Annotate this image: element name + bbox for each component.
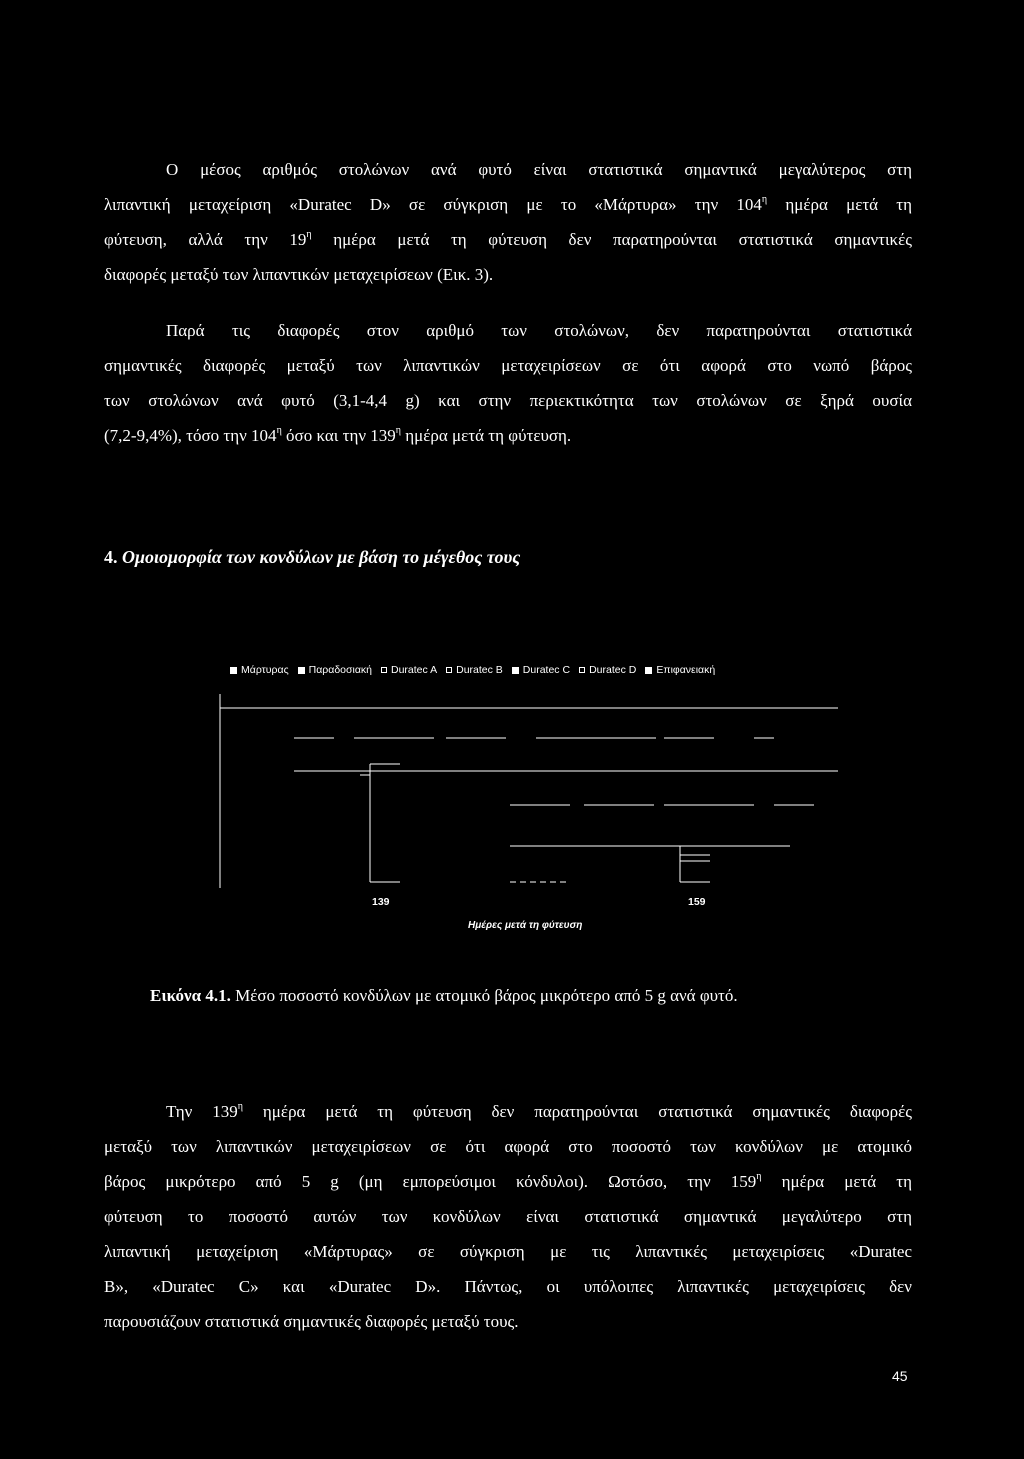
legend-item (579, 664, 636, 676)
paragraph-stolons-weight (104, 313, 912, 453)
legend-swatch (381, 667, 387, 673)
legend-item (446, 664, 503, 676)
chart-legend (230, 664, 715, 676)
legend-label: Duratec B (456, 664, 503, 676)
legend-label: Duratec A (391, 664, 438, 676)
text-line: βάρος μικρότερο από 5 g (μη εμπορεύσιμοι κόνδυλοι). Ωστόσο, την $159^\eta$ ημέρα μετά τη (104, 1171, 913, 1191)
legend-item (645, 664, 715, 676)
text-line: παρουσιάζουν στατιστικά σημαντικές διαφορές μεταξύ τους. (104, 1312, 519, 1331)
x-tick-label: 159 (688, 896, 706, 908)
legend-label: Παραδοσιακή (308, 664, 372, 676)
section-number: 4. (104, 547, 118, 567)
text-line: λιπαντική μεταχείριση «Μάρτυρας» σε σύγκριση με τις λιπαντικές μεταχειρίσεις «Duratec (104, 1242, 912, 1261)
chart-plot-area (210, 650, 850, 950)
caption-text: Μέσο ποσοστό κονδύλων με ατομικό βάρος μικρότερο από 5 g ανά φυτό. (230, 986, 738, 1005)
section-title: Ομοιομορφία των κονδύλων με βάση το μέγεθος τους (122, 547, 521, 567)
text-line: σημαντικές διαφορές μεταξύ των λιπαντικών μεταχειρίσεων σε ότι αφορά στο νωπό βάρος (104, 356, 912, 375)
text-line: B», «Duratec C» και «Duratec D». Πάντως, οι υπόλοιπες λιπαντικές μεταχειρίσεις δεν (104, 1277, 912, 1296)
legend-label: Duratec D (589, 664, 637, 676)
paragraph-tuber-results (104, 1094, 912, 1339)
legend-item (381, 664, 437, 676)
legend-item (230, 664, 289, 676)
caption-label: Εικόνα 4.1. (150, 986, 231, 1005)
text-line: μεταξύ των λιπαντικών μεταχειρίσεων σε ότι αφορά στο ποσοστό των κονδύλων με ατομικό (104, 1137, 912, 1156)
legend-swatch (298, 667, 305, 674)
legend-swatch (579, 667, 585, 673)
text-line: Την $139^\eta$ ημέρα μετά τη φύτευση δεν παρατηρούνται στατιστικά σημαντικές διαφορές (166, 1101, 912, 1121)
text-line: φύτευση το ποσοστό αυτών των κονδύλων είναι στατιστικά σημαντικά μεγαλύτερο στη (104, 1207, 912, 1226)
text-line: Παρά τις διαφορές στον αριθμό των στολώνων, δεν παρατηρούνται στατιστικά (166, 321, 912, 340)
section-heading (104, 547, 520, 568)
legend-swatch (645, 667, 652, 674)
paragraph-stolons-count (104, 152, 912, 292)
x-tick-label: 139 (372, 896, 390, 908)
legend-swatch (230, 667, 237, 674)
legend-item (512, 664, 570, 676)
legend-swatch (446, 667, 452, 673)
text-line: λιπαντική μεταχείριση «Duratec D» σε σύγκριση με το «Μάρτυρα» την $104^\eta$ ημέρα μετά τη (104, 194, 912, 214)
legend-label: Duratec C (522, 664, 571, 676)
x-axis-label: Ημέρες μετά τη φύτευση (468, 920, 583, 931)
legend-item (298, 664, 372, 676)
text-line: των στολώνων ανά φυτό (3,1-4,4 g) και στην περιεκτικότητα των στολώνων σε ξηρά ουσία (104, 391, 912, 410)
text-line: (7,2-9,4%), τόσο την $104^\eta$ όσο και την $139^\eta$ ημέρα μετά τη φύτευση. (104, 425, 572, 445)
legend-label: Μάρτυρας (241, 664, 289, 676)
text-line: διαφορές μεταξύ των λιπαντικών μεταχειρίσεων (Εικ. 3). (104, 265, 494, 284)
chart (210, 650, 850, 950)
text-line: φύτευση, αλλά την $19^\eta$ ημέρα μετά τη φύτευση δεν παρατηρούνται στατιστικά σημαντικές (104, 229, 912, 249)
page-number: 45 (892, 1368, 908, 1384)
legend-label: Επιφανειακή (656, 664, 716, 676)
figure-caption (150, 986, 738, 1006)
text-line: Ο μέσος αριθμός στολώνων ανά φυτό είναι στατιστικά σημαντικά μεγαλύτερος στη (166, 160, 912, 179)
legend-swatch (512, 667, 519, 674)
